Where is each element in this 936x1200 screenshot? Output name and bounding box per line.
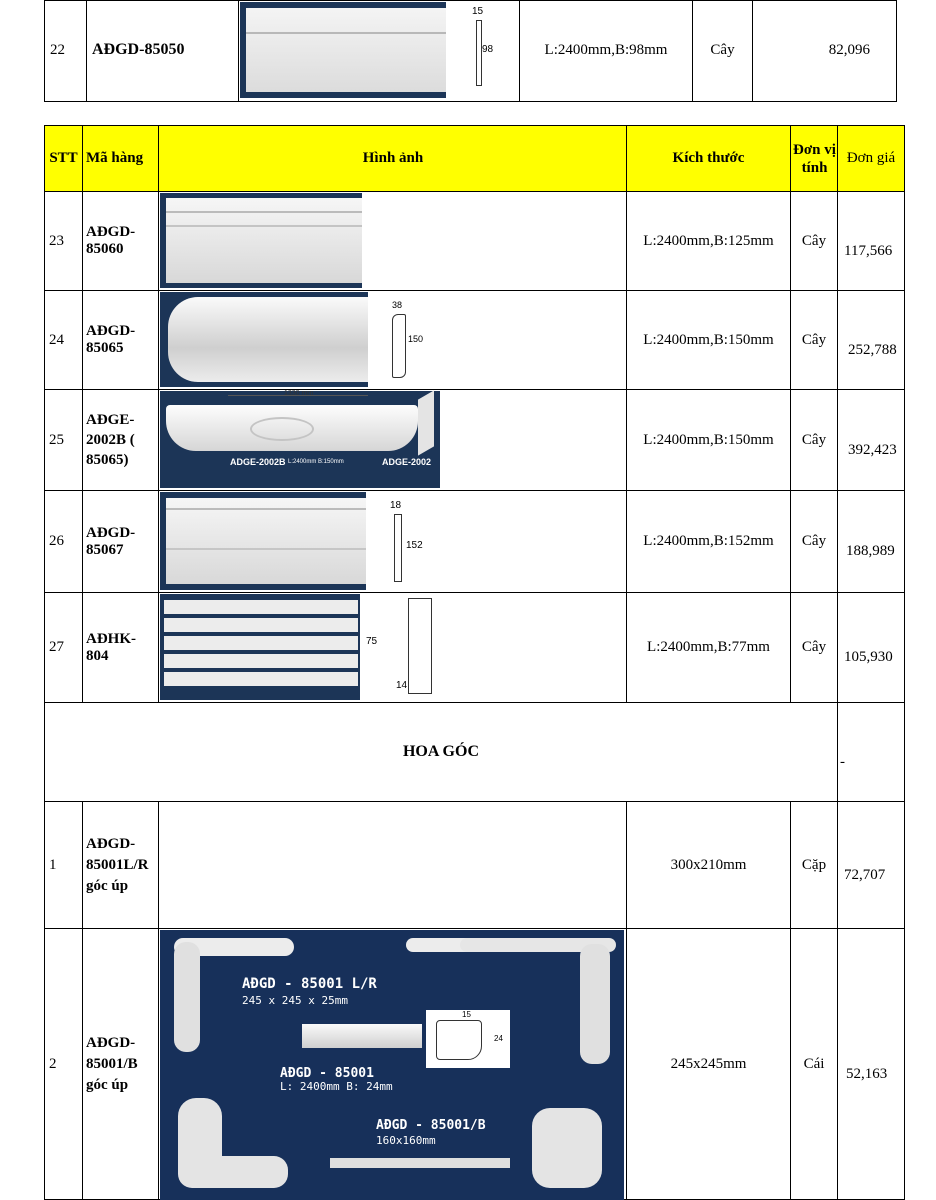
stt-cell: 27 [49, 639, 64, 655]
price-cell: 72,707 [844, 866, 886, 883]
profile-outline [394, 514, 402, 582]
divider [82, 802, 83, 1200]
profile-outline [436, 1020, 482, 1060]
divider [82, 125, 83, 703]
product-code: AĐGD-85001L/R góc úp [86, 835, 149, 894]
profile-outline [408, 598, 432, 694]
dim-label: 152 [406, 540, 423, 551]
price-cell: 188,989 [846, 543, 895, 559]
size-cell: L:2400mm,B:150mm [643, 331, 774, 348]
unit-cell: Cây [710, 41, 735, 58]
dim-label: 24 [494, 1034, 503, 1043]
unit-cell: Cây [801, 533, 827, 549]
image-caption: ADGE-2002 [382, 457, 432, 467]
product-image [160, 594, 440, 700]
divider [158, 125, 159, 703]
image-caption: ADGE-2002B [230, 457, 286, 467]
divider [238, 0, 239, 102]
price-cell: 252,788 [848, 341, 897, 358]
size-cell: L:2400mm,B:98mm [544, 41, 668, 58]
header-unit: Đơn vị tính [793, 141, 836, 176]
size-cell: 300x210mm [670, 856, 747, 873]
price-cell: 105,930 [844, 649, 893, 665]
price-cell: 52,163 [846, 1066, 888, 1082]
dim-label: 1330 mm [284, 390, 314, 397]
size-cell: L:2400mm,B:150mm [643, 431, 774, 448]
dim-label: 18 [390, 500, 402, 511]
dim-label: 150 [408, 334, 424, 344]
unit-cell: Cặp [801, 856, 827, 873]
dim-label: 38 [392, 300, 403, 310]
price-cell: 392,423 [848, 441, 897, 458]
stt-cell: 1 [49, 856, 57, 873]
product-code: AĐGE-2002B ( 85065) [86, 412, 135, 468]
image-caption: AĐGD - 85001 L/R [242, 976, 377, 992]
dim-label: 98 [482, 44, 494, 55]
dim-label: 15 [462, 1010, 471, 1019]
stt-cell: 22 [50, 41, 65, 58]
product-code: AĐGD-85001/B góc úp [86, 1035, 138, 1093]
dim-label: 14 [396, 680, 408, 691]
unit-cell: Cây [801, 331, 827, 348]
divider [158, 802, 159, 1200]
profile-outline [392, 314, 406, 378]
header-image: Hình ảnh [362, 150, 424, 166]
product-code: AĐHK-804 [86, 630, 136, 664]
size-cell: L:2400mm,B:152mm [643, 533, 774, 549]
unit-cell: Cây [801, 431, 827, 448]
dim-label: 15 [472, 6, 484, 17]
product-image [160, 492, 434, 590]
dim-label: 75 [366, 636, 378, 647]
stt-cell: 24 [49, 331, 64, 348]
product-code: AĐGD-85065 [86, 323, 136, 356]
size-cell: L:2400mm,B:77mm [647, 639, 770, 655]
stt-cell: 26 [49, 533, 64, 549]
stt-cell: 23 [49, 232, 64, 249]
price-cell: 82,096 [828, 41, 870, 58]
image-caption: L: 2400mm B: 24mm [280, 1080, 393, 1093]
header-code: Mã hàng [86, 150, 144, 166]
product-image [160, 292, 436, 387]
profile-outline [476, 20, 482, 86]
image-caption: L:2400mm B:150mm [288, 459, 344, 465]
unit-cell: Cây [801, 232, 827, 249]
product-image [160, 930, 624, 1200]
product-code: AĐGD-85060 [86, 224, 136, 257]
product-image [240, 2, 516, 98]
unit-cell: Cái [803, 1056, 825, 1072]
size-cell: L:2400mm,B:125mm [643, 232, 774, 249]
header-stt: STT [49, 150, 78, 166]
divider [86, 0, 87, 102]
stt-cell: 25 [49, 431, 64, 448]
product-code: AĐGD-85050 [92, 41, 185, 58]
image-caption: 160x160mm [376, 1134, 436, 1147]
stt-cell: 2 [49, 1056, 57, 1072]
product-code: AĐGD-85067 [86, 524, 136, 558]
image-caption: AĐGD - 85001/B [376, 1118, 486, 1133]
unit-cell: Cây [801, 639, 827, 655]
section-mark: - [840, 753, 845, 770]
product-image [160, 391, 440, 488]
header-price: Đơn giá [846, 150, 896, 166]
product-image [160, 193, 430, 288]
size-cell: 245x245mm [670, 1056, 747, 1072]
price-cell: 117,566 [844, 242, 893, 259]
image-caption: 245 x 245 x 25mm [242, 994, 348, 1007]
image-caption: AĐGD - 85001 [280, 1066, 374, 1081]
header-size: Kích thước [672, 150, 745, 166]
section-title: HOA GÓC [402, 743, 479, 760]
